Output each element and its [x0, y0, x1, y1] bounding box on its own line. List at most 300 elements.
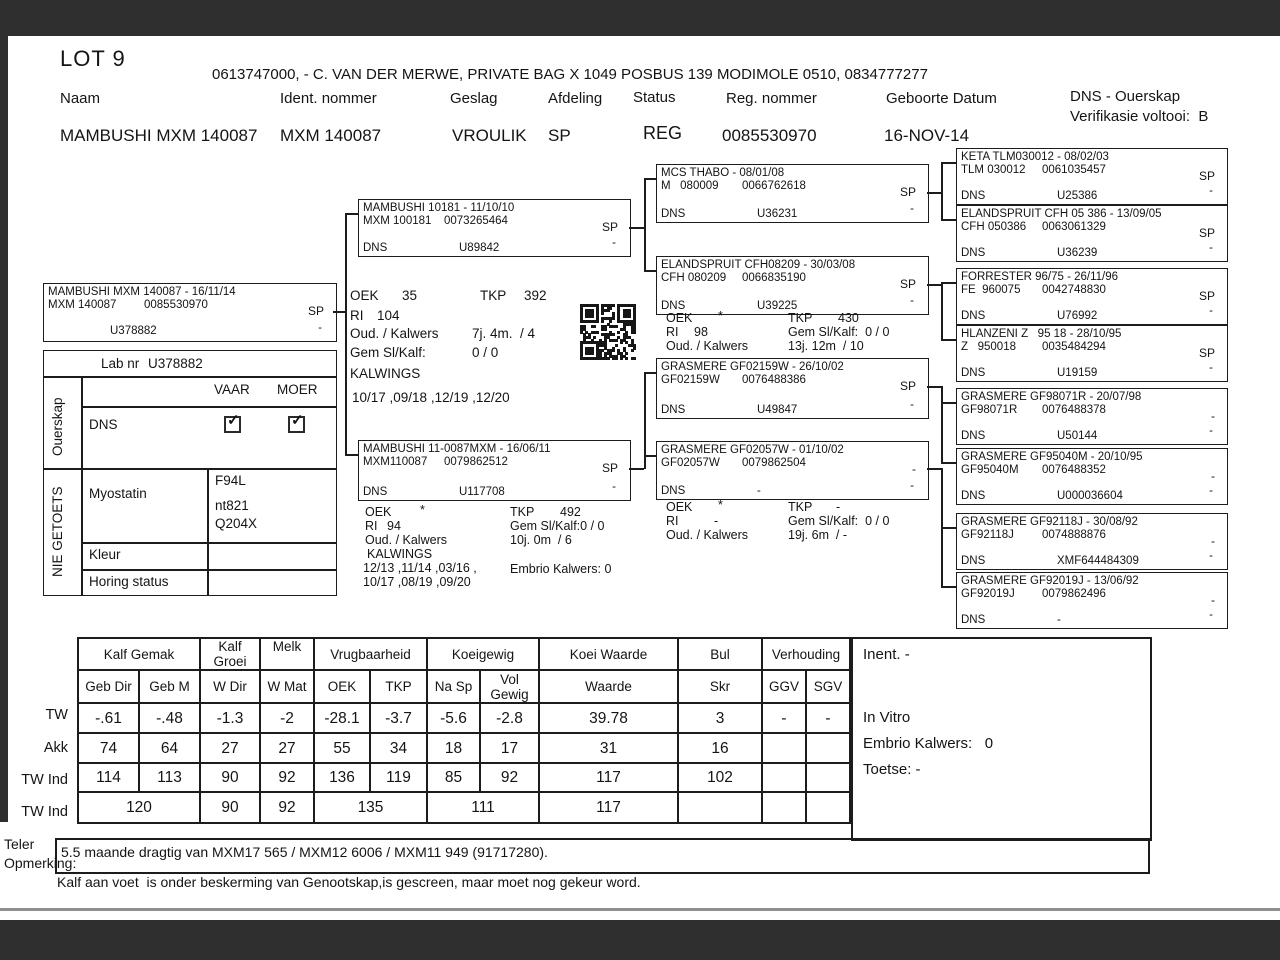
- gen3-4-dash: -: [1209, 425, 1213, 437]
- cell: 117: [539, 792, 678, 823]
- pedigree-connector-line: [941, 282, 956, 284]
- horing-status-label: Horing status: [89, 574, 169, 589]
- breeder-contact-line: 0613747000, - C. VAN DER MERWE, PRIVATE BAG X 1049 POSBUS 139 MODIMOLE 0510, 0834777277: [212, 66, 928, 83]
- col-w-mat: W Mat: [260, 670, 314, 703]
- g-tkp-value: -: [836, 500, 841, 514]
- g-ri-value: -: [714, 514, 719, 528]
- kleur-label: Kleur: [89, 547, 121, 562]
- g-oud-label: Oud. / Kalwers: [666, 528, 748, 542]
- group-melk: Melk: [260, 638, 314, 670]
- cell: 55: [314, 733, 370, 763]
- gen3-2-dns-number: U76992: [1057, 310, 1098, 322]
- dam-sp-flag: SP: [601, 461, 618, 475]
- tw-ind-row: [78, 763, 850, 792]
- e-ri-label: RI: [666, 325, 679, 339]
- gen3-6-title: GRASMERE GF92118J - 30/08/92: [961, 516, 1138, 528]
- gen2-2-title: GRASMERE GF02159W - 26/10/02: [661, 361, 844, 373]
- gen3-1-dash: -: [1209, 242, 1213, 254]
- g-oek-label: OEK: [666, 500, 693, 514]
- myostatin-value-2: nt821: [215, 498, 249, 513]
- sire-oud-label: Oud. / Kalwers: [350, 326, 439, 341]
- inent-panel: [851, 637, 1152, 841]
- pedigree-box-gen2-3: [656, 441, 929, 500]
- sire-tkp-label: TKP: [480, 288, 507, 303]
- afdeling-value: SP: [548, 126, 571, 145]
- pedigree-connector-line: [941, 162, 956, 164]
- gen2-0-reg: 0066762618: [742, 180, 806, 192]
- teler-opmerking-text: 5.5 maande dragtig van MXM17 565 / MXM12 6006 / MXM11 949 (91717280).: [61, 844, 548, 860]
- moer-dns-checkbox: [288, 412, 305, 433]
- cell: 27: [260, 733, 314, 763]
- pedigree-connector-line: [941, 386, 943, 463]
- cell: 34: [370, 733, 427, 763]
- gen3-1-dns-number: U36239: [1057, 247, 1098, 259]
- ident-label: Ident. nommer: [280, 90, 377, 107]
- e-gem-value: Gem Sl/Kalf: 0 / 0: [788, 325, 890, 339]
- vaar-dns-checkbox: [224, 412, 241, 433]
- cell: -2: [260, 703, 314, 733]
- gen2-3-sp-flag: -: [912, 462, 916, 476]
- gen2-1-dns-number: U39225: [757, 300, 798, 312]
- cell: [806, 792, 850, 823]
- dam-tkp-label: TKP: [510, 505, 535, 519]
- pedigree-connector-line: [333, 311, 345, 313]
- dam-reg: 0079862512: [444, 456, 508, 468]
- cell: 92: [480, 763, 539, 792]
- gen3-2-reg: 0042748830: [1042, 284, 1106, 296]
- pedigree-box-gen3-3: [956, 325, 1228, 382]
- sire-id: MXM 100181: [363, 215, 432, 227]
- row-label-tw: TW: [45, 707, 68, 723]
- cell: 114: [78, 763, 139, 792]
- gen3-2-dash: -: [1209, 305, 1213, 317]
- dam-dns-number: U117708: [459, 486, 505, 498]
- status-label: Status: [633, 89, 676, 106]
- gen3-1-reg: 0063061329: [1042, 221, 1106, 233]
- sire-title: MAMBUSHI 10181 - 11/10/10: [363, 202, 515, 214]
- gen3-6-dns-label: DNS: [961, 555, 986, 567]
- gen3-6-dns-number: XMF644484309: [1057, 555, 1139, 567]
- cell: 92: [260, 792, 314, 823]
- cell: -28.1: [314, 703, 370, 733]
- group-kalf-gemak: Kalf Gemak: [78, 638, 200, 670]
- naam-label: Naam: [60, 90, 101, 107]
- lab-genetics-panel: [43, 350, 337, 596]
- col-ggv: GGV: [762, 670, 806, 703]
- col-tkp: TKP: [370, 670, 427, 703]
- gen2-3-dns-label: DNS: [661, 485, 686, 497]
- left-border-bar: [0, 36, 8, 822]
- gen3-1-title: ELANDSPRUIT CFH 05 386 - 13/09/05: [961, 208, 1162, 220]
- g-ri-label: RI: [666, 514, 679, 528]
- dam-ri-value: 94: [387, 519, 401, 533]
- ident-value: MXM 140087: [280, 126, 382, 145]
- col-oek: OEK: [314, 670, 370, 703]
- pedigree-box-dam: [358, 440, 631, 501]
- pedigree-connector-line: [345, 213, 347, 455]
- dam-oek-label: OEK: [365, 505, 392, 519]
- lab-divider: [81, 406, 336, 408]
- animal-dns-number: U378882: [110, 325, 157, 337]
- lab-divider: [81, 542, 336, 544]
- pedigree-connector-line: [941, 586, 956, 588]
- g-gem-value: Gem Sl/Kalf: 0 / 0: [788, 514, 890, 528]
- qr-code-icon: [580, 304, 636, 360]
- animal-name-value: MAMBUSHI MXM 140087: [60, 126, 258, 145]
- row-label-akk: Akk: [43, 740, 68, 756]
- pedigree-connector-line: [644, 455, 656, 457]
- sire-kalwings-dates: 10/17 ,09/18 ,12/19 ,12/20: [352, 390, 510, 405]
- gen2-0-sp-flag: SP: [899, 185, 916, 199]
- pedigree-connector-line: [629, 227, 644, 229]
- pedigree-connector-line: [941, 527, 956, 529]
- gen3-5-dns-label: DNS: [961, 490, 986, 502]
- cell: [762, 733, 806, 763]
- gen2-0-dns-number: U36231: [757, 208, 798, 220]
- gen3-1-sp-flag: SP: [1198, 226, 1215, 240]
- gen3-1-id: CFH 050386: [961, 221, 1027, 233]
- cell: -1.3: [200, 703, 260, 733]
- e-oek-label: OEK: [666, 311, 693, 325]
- gen3-7-dns-label: DNS: [961, 614, 986, 626]
- footer-divider-line: [0, 908, 1280, 911]
- animal-id: MXM 140087: [48, 299, 117, 311]
- gen3-2-id: FE 960075: [961, 284, 1021, 296]
- animal-sp-flag: SP: [307, 304, 324, 318]
- cell: 92: [260, 763, 314, 792]
- col-geb-m: Geb M: [139, 670, 200, 703]
- cell: [806, 763, 850, 792]
- animal-title: MAMBUSHI MXM 140087 - 16/11/14: [48, 286, 236, 298]
- check-icon: ✓: [291, 412, 304, 429]
- gen2-3-id: GF02057W: [661, 457, 720, 469]
- dam-age-value: 10j. 0m / 6: [510, 533, 572, 547]
- gen2-2-dns-number: U49847: [757, 404, 798, 416]
- nie-getoets-vertical-label: NIE GETOETS: [50, 486, 65, 578]
- pedigree-box-gen3-2: [956, 268, 1228, 325]
- dam-kalwings-dates-1: 12/13 ,11/14 ,03/16 ,: [363, 561, 477, 575]
- gen2-3-reg: 0079862504: [742, 457, 806, 469]
- gen3-3-title: HLANZENI Z 95 18 - 28/10/95: [961, 328, 1122, 340]
- teler-opmerking-box: [55, 838, 1150, 874]
- gen3-6-sp-flag: -: [1211, 534, 1215, 548]
- gen3-4-reg: 0076488378: [1042, 404, 1106, 416]
- gen3-6-id: GF92118J: [961, 529, 1014, 541]
- dam-dash: -: [612, 481, 616, 493]
- sire-tkp-value: 392: [524, 288, 547, 303]
- pedigree-connector-line: [644, 178, 656, 180]
- sire-dns-label: DNS: [363, 242, 388, 254]
- cell: 16: [678, 733, 762, 763]
- geboorte-label: Geboorte Datum: [886, 90, 997, 107]
- gen2-2-sp-flag: SP: [899, 379, 916, 393]
- gen2-3-title: GRASMERE GF02057W - 01/10/02: [661, 444, 844, 456]
- cell: [762, 763, 806, 792]
- gen3-3-dns-number: U19159: [1057, 367, 1098, 379]
- ouerskap-vertical-label: Ouerskap: [50, 397, 65, 457]
- reg-value: 0085530970: [722, 126, 817, 145]
- pedigree-box-gen2-2: [656, 358, 929, 419]
- lot-number: LOT 9: [60, 46, 126, 71]
- pedigree-box-sire: [358, 199, 631, 257]
- ebv-table: [77, 637, 851, 824]
- col-waarde: Waarde: [539, 670, 678, 703]
- cell: 39.78: [539, 703, 678, 733]
- gen3-3-sp-flag: SP: [1198, 346, 1215, 360]
- gen2-1-id: CFH 080209: [661, 272, 727, 284]
- cell: -.61: [78, 703, 139, 733]
- cell: [678, 792, 762, 823]
- gen3-7-sp-flag: -: [1211, 593, 1215, 607]
- gen3-5-title: GRASMERE GF95040M - 20/10/95: [961, 451, 1143, 463]
- cell: 135: [314, 792, 427, 823]
- gen2-2-dns-label: DNS: [661, 404, 686, 416]
- geboorte-value: 16-NOV-14: [884, 126, 970, 145]
- e-oud-label: Oud. / Kalwers: [666, 339, 748, 353]
- cell: 3: [678, 703, 762, 733]
- pedigree-connector-line: [927, 192, 941, 194]
- gen3-0-reg: 0061035457: [1042, 164, 1106, 176]
- verifikasie-label: Verifikasie voltooi: B: [1070, 108, 1209, 125]
- gen3-3-dns-label: DNS: [961, 367, 986, 379]
- teler-label-line2: Opmerking:: [4, 855, 77, 871]
- pedigree-box-gen3-5: [956, 448, 1228, 505]
- geslag-label: Geslag: [450, 90, 498, 107]
- cell: 120: [78, 792, 200, 823]
- cell: 64: [139, 733, 200, 763]
- dam-gem-value: Gem Sl/Kalf:0 / 0: [510, 519, 605, 533]
- gen3-5-dns-number: U000036604: [1057, 490, 1123, 502]
- footnote-text: Kalf aan voet is onder beskerming van Genootskap,is gescreen, maar moet nog gekeur word.: [57, 874, 641, 890]
- akk-row: [78, 733, 850, 763]
- gen2-0-id: M 080009: [661, 180, 719, 192]
- pedigree-connector-line: [644, 178, 646, 271]
- g-tkp-label: TKP: [788, 500, 813, 514]
- gen3-4-dns-label: DNS: [961, 430, 986, 442]
- lab-divider: [44, 468, 336, 470]
- sire-oud-value: 7j. 4m. / 4: [472, 326, 536, 341]
- pedigree-connector-line: [644, 270, 656, 272]
- cell: 102: [678, 763, 762, 792]
- row-label-twind-2: TW Ind: [21, 804, 68, 820]
- gen3-3-reg: 0035484294: [1042, 341, 1106, 353]
- gen2-3-dash: -: [910, 480, 914, 492]
- cell: [806, 733, 850, 763]
- g-age-value: 19j. 6m / -: [788, 528, 848, 542]
- e-tkp-value: 430: [838, 311, 859, 325]
- sub-header-row: [78, 670, 850, 703]
- group-header-row: [78, 638, 850, 670]
- dam-ri-label: RI: [365, 519, 378, 533]
- gen2-1-sp-flag: SP: [899, 277, 916, 291]
- gen3-7-dns-number: -: [1057, 614, 1061, 626]
- pedigree-connector-line: [941, 282, 943, 340]
- sire-oek-value: 35: [402, 288, 418, 303]
- cell: -3.7: [370, 703, 427, 733]
- lab-divider: [44, 376, 336, 378]
- gen3-4-id: GF98071R: [961, 404, 1018, 416]
- cell: 117: [539, 763, 678, 792]
- gen3-6-reg: 0074888876: [1042, 529, 1106, 541]
- gen3-2-dns-label: DNS: [961, 310, 986, 322]
- dam-title: MAMBUSHI 11-0087MXM - 16/06/11: [363, 443, 551, 455]
- afdeling-label: Afdeling: [548, 90, 603, 107]
- gen2-1-dns-label: DNS: [661, 300, 686, 312]
- sire-dash: -: [612, 237, 616, 249]
- lab-nr-value: U378882: [148, 356, 203, 371]
- in-vitro-label: In Vitro: [863, 709, 911, 726]
- check-icon: ✓: [227, 412, 240, 429]
- pedigree-connector-line: [629, 468, 644, 470]
- gen2-0-dash: -: [910, 203, 914, 215]
- dam-kalwings-dates-2: 10/17 ,08/19 ,09/20: [363, 575, 471, 589]
- gen3-7-dash: -: [1209, 609, 1213, 621]
- pedigree-box-gen3-1: [956, 205, 1228, 262]
- animal-reg: 0085530970: [144, 299, 208, 311]
- col-skr: Skr: [678, 670, 762, 703]
- dam-tkp-value: 492: [560, 505, 581, 519]
- geslag-value: VROULIK: [452, 126, 527, 145]
- toetse-value: Toetse: -: [863, 761, 921, 778]
- embrio-kalwers-value: Embrio Kalwers: 0: [863, 735, 994, 752]
- pedigree-connector-line: [941, 339, 956, 341]
- pedigree-connector-line: [941, 162, 943, 220]
- animal-dash: -: [318, 322, 322, 334]
- cell: 90: [200, 792, 260, 823]
- pedigree-connector-line: [927, 468, 941, 470]
- cell: 119: [370, 763, 427, 792]
- top-border-bar: [0, 0, 1280, 36]
- gen3-5-dash: -: [1209, 485, 1213, 497]
- moer-column-label: MOER: [277, 382, 318, 397]
- gen3-0-dns-number: U25386: [1057, 190, 1098, 202]
- sire-oek-label: OEK: [350, 288, 379, 303]
- cell: 74: [78, 733, 139, 763]
- dam-id: MXM110087: [363, 456, 428, 468]
- cell: 17: [480, 733, 539, 763]
- inent-value: Inent. -: [863, 646, 910, 663]
- gen3-0-title: KETA TLM030012 - 08/02/03: [961, 151, 1109, 163]
- myostatin-value-1: F94L: [215, 473, 246, 488]
- cell: [762, 792, 806, 823]
- e-ri-value: 98: [694, 325, 708, 339]
- gen3-0-dns-label: DNS: [961, 190, 986, 202]
- e-tkp-label: TKP: [788, 311, 813, 325]
- vaar-column-label: VAAR: [214, 382, 250, 397]
- gen3-0-dash: -: [1209, 185, 1213, 197]
- sire-ri-value: 104: [377, 308, 400, 323]
- gen2-1-dash: -: [910, 295, 914, 307]
- group-bul: Bul: [678, 638, 762, 670]
- pedigree-box-gen3-6: [956, 513, 1228, 570]
- sire-dns-number: U89842: [459, 242, 500, 254]
- pedigree-box-animal: [43, 283, 337, 342]
- gen3-0-sp-flag: SP: [1198, 169, 1215, 183]
- gen3-7-id: GF92019J: [961, 588, 1015, 600]
- sire-reg: 0073265464: [444, 215, 508, 227]
- lab-divider: [81, 376, 83, 595]
- sire-ri-label: RI: [350, 308, 364, 323]
- reg-label: Reg. nommer: [726, 90, 817, 107]
- dam-oud-label: Oud. / Kalwers: [365, 533, 447, 547]
- pedigree-connector-line: [345, 454, 358, 456]
- pedigree-connector-line: [927, 386, 941, 388]
- pedigree-connector-line: [644, 372, 656, 374]
- pedigree-connector-line: [345, 213, 358, 215]
- gen2-1-title: ELANDSPRUIT CFH08209 - 30/03/08: [661, 259, 856, 271]
- gen3-3-id: Z 950018: [961, 341, 1016, 353]
- gen3-0-id: TLM 030012: [961, 164, 1026, 176]
- col-na-sp: Na Sp: [427, 670, 480, 703]
- gen3-2-sp-flag: SP: [1198, 289, 1215, 303]
- gen3-5-sp-flag: -: [1211, 469, 1215, 483]
- dns-ouerskap-label: DNS - Ouerskap: [1070, 88, 1181, 105]
- gen3-6-dash: -: [1209, 550, 1213, 562]
- gen3-5-reg: 0076488352: [1042, 464, 1106, 476]
- lab-divider: [81, 569, 336, 571]
- cell: -5.6: [427, 703, 480, 733]
- cell: 85: [427, 763, 480, 792]
- col-vol-gewig: Vol Gewig: [480, 670, 539, 703]
- tw-row: [78, 703, 850, 733]
- tw-ind-group-row: [78, 792, 850, 823]
- gen3-5-id: GF95040M: [961, 464, 1019, 476]
- gen2-3-dns-number: -: [757, 485, 761, 497]
- pedigree-connector-line: [941, 462, 956, 464]
- cell: -2.8: [480, 703, 539, 733]
- pedigree-box-gen3-7: [956, 572, 1228, 629]
- cell: -.48: [139, 703, 200, 733]
- gen3-3-dash: -: [1209, 362, 1213, 374]
- group-kalf-groei: Kalf Groei: [200, 638, 260, 670]
- sire-sp-flag: SP: [601, 220, 618, 234]
- gen3-4-dns-number: U50144: [1057, 430, 1098, 442]
- gen2-1-reg: 0066835190: [742, 272, 806, 284]
- gen2-2-id: GF02159W: [661, 374, 720, 386]
- cell: 18: [427, 733, 480, 763]
- cell: 90: [200, 763, 260, 792]
- gen2-0-title: MCS THABO - 08/01/08: [661, 167, 785, 179]
- gen3-7-reg: 0079862496: [1042, 588, 1106, 600]
- dam-oek-value: *: [420, 503, 425, 517]
- gen2-2-dash: -: [910, 399, 914, 411]
- gen2-0-dns-label: DNS: [661, 208, 686, 220]
- gen3-2-title: FORRESTER 96/75 - 26/11/96: [961, 271, 1119, 283]
- g-oek-value: *: [718, 498, 723, 512]
- cell: 27: [200, 733, 260, 763]
- pedigree-box-gen3-0: [956, 148, 1228, 205]
- cell: 31: [539, 733, 678, 763]
- group-koeigewig: Koeigewig: [427, 638, 539, 670]
- gen3-1-dns-label: DNS: [961, 247, 986, 259]
- dam-dns-label: DNS: [363, 486, 388, 498]
- pedigree-box-gen2-0: [656, 164, 929, 223]
- teler-label-line1: Teler: [4, 836, 35, 852]
- cell: 113: [139, 763, 200, 792]
- myostatin-label: Myostatin: [89, 486, 147, 501]
- myostatin-value-3: Q204X: [215, 516, 258, 531]
- sire-gem-value: 0 / 0: [472, 345, 499, 360]
- col-geb-dir: Geb Dir: [78, 670, 139, 703]
- gen3-4-sp-flag: -: [1211, 409, 1215, 423]
- gen3-4-title: GRASMERE GF98071R - 20/07/98: [961, 391, 1142, 403]
- cell: -: [806, 703, 850, 733]
- pedigree-box-gen2-1: [656, 256, 929, 315]
- cell: 111: [427, 792, 539, 823]
- dam-kalwings-label: KALWINGS: [367, 547, 433, 561]
- group-verhouding: Verhouding: [762, 638, 850, 670]
- bottom-border-bar: [0, 920, 1280, 960]
